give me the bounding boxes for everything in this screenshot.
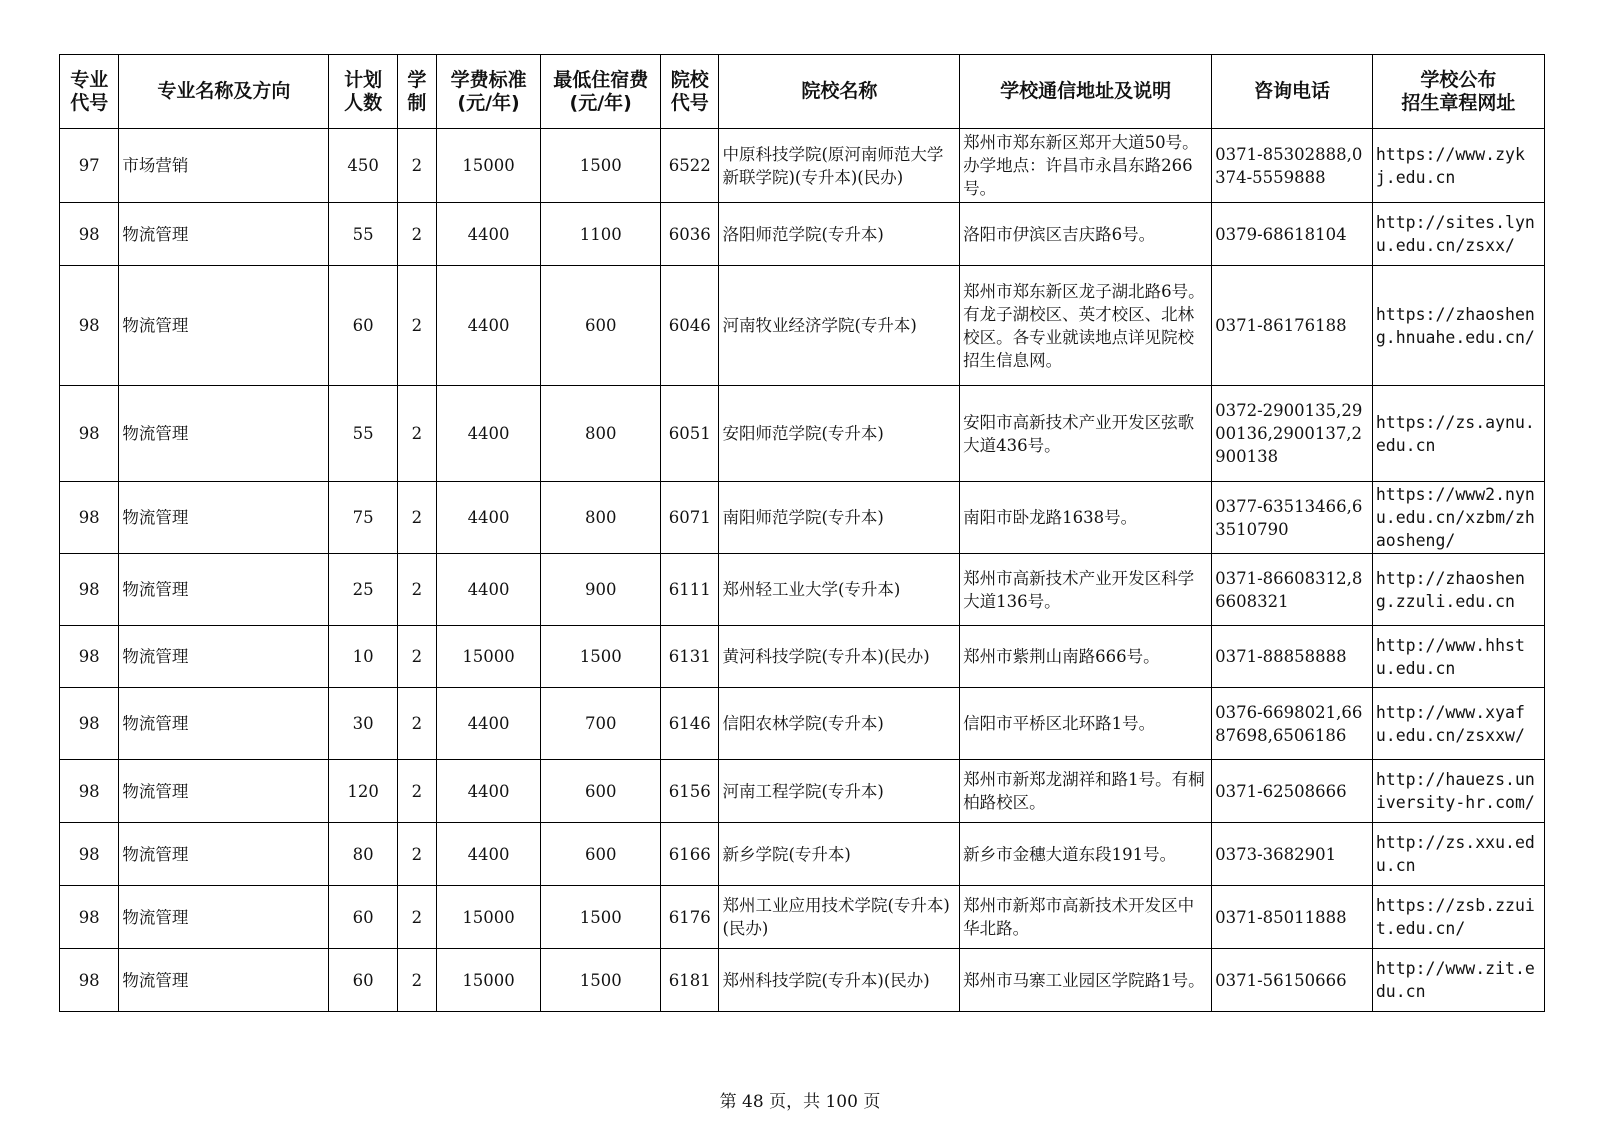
cell-major-code: 98 <box>60 554 119 626</box>
cell-major-code: 98 <box>60 266 119 386</box>
cell-dorm-fee: 800 <box>541 482 661 554</box>
cell-tuition: 4400 <box>436 203 540 266</box>
cell-major-code: 98 <box>60 823 119 886</box>
cell-tuition: 4400 <box>436 482 540 554</box>
cell-plan-count: 60 <box>329 266 398 386</box>
table-row <box>60 760 1545 823</box>
cell-school-name: 中原科技学院(原河南师范大学新联学院)(专升本)(民办) <box>719 129 960 203</box>
col-header-dorm-fee: 最低住宿费 (元/年) <box>541 55 661 129</box>
cell-school-code: 6046 <box>661 266 719 386</box>
cell-years: 2 <box>397 760 436 823</box>
cell-major-name: 物流管理 <box>119 760 329 823</box>
cell-school-code: 6051 <box>661 386 719 482</box>
cell-address: 南阳市卧龙路1638号。 <box>960 482 1212 554</box>
cell-dorm-fee: 600 <box>541 760 661 823</box>
cell-major-code: 98 <box>60 688 119 760</box>
cell-years: 2 <box>397 203 436 266</box>
cell-school-name: 郑州轻工业大学(专升本) <box>719 554 960 626</box>
cell-major-name: 物流管理 <box>119 482 329 554</box>
cell-years: 2 <box>397 554 436 626</box>
col-header-major-code: 专业 代号 <box>60 55 119 129</box>
cell-plan-count: 80 <box>329 823 398 886</box>
cell-address: 安阳市高新技术产业开发区弦歌大道436号。 <box>960 386 1212 482</box>
cell-school-code: 6166 <box>661 823 719 886</box>
cell-major-code: 98 <box>60 760 119 823</box>
cell-phone: 0371-62508666 <box>1212 760 1373 823</box>
cell-plan-count: 10 <box>329 626 398 688</box>
cell-years: 2 <box>397 266 436 386</box>
cell-major-name: 物流管理 <box>119 386 329 482</box>
cell-major-name: 物流管理 <box>119 886 329 949</box>
cell-address: 郑州市紫荆山南路666号。 <box>960 626 1212 688</box>
table-row <box>60 203 1545 266</box>
cell-years: 2 <box>397 386 436 482</box>
cell-url[interactable]: http://www.zit.edu.cn <box>1372 949 1544 1012</box>
cell-tuition: 4400 <box>436 823 540 886</box>
cell-plan-count: 60 <box>329 949 398 1012</box>
cell-school-code: 6036 <box>661 203 719 266</box>
cell-major-name: 物流管理 <box>119 949 329 1012</box>
cell-major-name: 物流管理 <box>119 626 329 688</box>
cell-school-name: 黄河科技学院(专升本)(民办) <box>719 626 960 688</box>
cell-school-code: 6131 <box>661 626 719 688</box>
cell-address: 郑州市郑东新区郑开大道50号。办学地点：许昌市永昌东路266号。 <box>960 129 1212 203</box>
cell-plan-count: 75 <box>329 482 398 554</box>
cell-address: 郑州市新郑龙湖祥和路1号。有桐柏路校区。 <box>960 760 1212 823</box>
cell-url[interactable]: https://www2.nynu.edu.cn/xzbm/zhaosheng/ <box>1372 482 1544 554</box>
cell-url[interactable]: http://sites.lynu.edu.cn/zsxx/ <box>1372 203 1544 266</box>
cell-plan-count: 25 <box>329 554 398 626</box>
table-header-row <box>60 55 1545 129</box>
cell-school-code: 6071 <box>661 482 719 554</box>
col-header-plan-count: 计划 人数 <box>329 55 398 129</box>
cell-tuition: 15000 <box>436 949 540 1012</box>
cell-school-code: 6146 <box>661 688 719 760</box>
cell-phone: 0373-3682901 <box>1212 823 1373 886</box>
cell-phone: 0371-86608312,86608321 <box>1212 554 1373 626</box>
table-row <box>60 386 1545 482</box>
col-header-url: 学校公布 招生章程网址 <box>1372 55 1544 129</box>
cell-plan-count: 60 <box>329 886 398 949</box>
cell-school-name: 郑州工业应用技术学院(专升本)(民办) <box>719 886 960 949</box>
cell-url[interactable]: http://zhaosheng.zzuli.edu.cn <box>1372 554 1544 626</box>
cell-major-code: 98 <box>60 886 119 949</box>
cell-url[interactable]: http://zs.xxu.edu.cn <box>1372 823 1544 886</box>
cell-tuition: 4400 <box>436 688 540 760</box>
cell-years: 2 <box>397 886 436 949</box>
col-header-address: 学校通信地址及说明 <box>960 55 1212 129</box>
col-header-school-name: 院校名称 <box>719 55 960 129</box>
cell-address: 信阳市平桥区北环路1号。 <box>960 688 1212 760</box>
cell-plan-count: 120 <box>329 760 398 823</box>
cell-plan-count: 450 <box>329 129 398 203</box>
cell-major-name: 市场营销 <box>119 129 329 203</box>
cell-dorm-fee: 1100 <box>541 203 661 266</box>
cell-school-code: 6522 <box>661 129 719 203</box>
table-row <box>60 823 1545 886</box>
cell-school-name: 南阳师范学院(专升本) <box>719 482 960 554</box>
cell-tuition: 4400 <box>436 386 540 482</box>
cell-address: 洛阳市伊滨区吉庆路6号。 <box>960 203 1212 266</box>
cell-years: 2 <box>397 626 436 688</box>
cell-major-name: 物流管理 <box>119 203 329 266</box>
cell-school-code: 6181 <box>661 949 719 1012</box>
cell-dorm-fee: 700 <box>541 688 661 760</box>
cell-url[interactable]: https://zhaosheng.hnuahe.edu.cn/ <box>1372 266 1544 386</box>
cell-dorm-fee: 600 <box>541 823 661 886</box>
cell-school-name: 新乡学院(专升本) <box>719 823 960 886</box>
cell-address: 新乡市金穗大道东段191号。 <box>960 823 1212 886</box>
admissions-table <box>59 54 1545 1012</box>
cell-dorm-fee: 600 <box>541 266 661 386</box>
cell-tuition: 4400 <box>436 554 540 626</box>
table-row <box>60 949 1545 1012</box>
cell-plan-count: 55 <box>329 203 398 266</box>
table-row <box>60 626 1545 688</box>
cell-school-name: 河南工程学院(专升本) <box>719 760 960 823</box>
cell-url[interactable]: https://www.zykj.edu.cn <box>1372 129 1544 203</box>
cell-major-name: 物流管理 <box>119 688 329 760</box>
cell-years: 2 <box>397 688 436 760</box>
cell-phone: 0376-6698021,6687698,6506186 <box>1212 688 1373 760</box>
cell-address: 郑州市新郑市高新技术开发区中华北路。 <box>960 886 1212 949</box>
cell-years: 2 <box>397 482 436 554</box>
cell-phone: 0371-85302888,0374-5559888 <box>1212 129 1373 203</box>
cell-major-name: 物流管理 <box>119 554 329 626</box>
cell-plan-count: 30 <box>329 688 398 760</box>
cell-school-code: 6111 <box>661 554 719 626</box>
cell-school-code: 6156 <box>661 760 719 823</box>
cell-school-name: 信阳农林学院(专升本) <box>719 688 960 760</box>
cell-phone: 0371-88858888 <box>1212 626 1373 688</box>
cell-plan-count: 55 <box>329 386 398 482</box>
cell-address: 郑州市郑东新区龙子湖北路6号。有龙子湖校区、英才校区、北林校区。各专业就读地点详见院校招生信息网。 <box>960 266 1212 386</box>
cell-major-code: 98 <box>60 203 119 266</box>
cell-major-code: 97 <box>60 129 119 203</box>
cell-phone: 0372-2900135,2900136,2900137,2900138 <box>1212 386 1373 482</box>
cell-tuition: 4400 <box>436 266 540 386</box>
cell-major-code: 98 <box>60 386 119 482</box>
cell-years: 2 <box>397 949 436 1012</box>
table-row <box>60 688 1545 760</box>
cell-years: 2 <box>397 823 436 886</box>
cell-school-name: 郑州科技学院(专升本)(民办) <box>719 949 960 1012</box>
cell-tuition: 15000 <box>436 886 540 949</box>
cell-major-code: 98 <box>60 626 119 688</box>
cell-school-name: 安阳师范学院(专升本) <box>719 386 960 482</box>
col-header-phone: 咨询电话 <box>1212 55 1373 129</box>
cell-tuition: 15000 <box>436 626 540 688</box>
col-header-major-name: 专业名称及方向 <box>119 55 329 129</box>
cell-school-code: 6176 <box>661 886 719 949</box>
page-footer: 第 48 页，共 100 页 <box>719 1092 881 1112</box>
cell-dorm-fee: 1500 <box>541 129 661 203</box>
cell-phone: 0371-56150666 <box>1212 949 1373 1012</box>
cell-url[interactable]: https://zs.aynu.edu.cn <box>1372 386 1544 482</box>
table-row <box>60 482 1545 554</box>
table-body <box>60 129 1545 1012</box>
cell-phone: 0371-86176188 <box>1212 266 1373 386</box>
cell-years: 2 <box>397 129 436 203</box>
col-header-years: 学 制 <box>397 55 436 129</box>
cell-dorm-fee: 1500 <box>541 949 661 1012</box>
cell-major-name: 物流管理 <box>119 823 329 886</box>
table-row <box>60 886 1545 949</box>
cell-url[interactable]: http://www.hhstu.edu.cn <box>1372 626 1544 688</box>
cell-dorm-fee: 900 <box>541 554 661 626</box>
cell-dorm-fee: 1500 <box>541 626 661 688</box>
table-row <box>60 554 1545 626</box>
cell-url[interactable]: http://www.xyafu.edu.cn/zsxxw/ <box>1372 688 1544 760</box>
cell-url[interactable]: http://hauezs.university-hr.com/ <box>1372 760 1544 823</box>
cell-url[interactable]: https://zsb.zzuit.edu.cn/ <box>1372 886 1544 949</box>
col-header-tuition: 学费标准 (元/年) <box>436 55 540 129</box>
cell-dorm-fee: 1500 <box>541 886 661 949</box>
cell-phone: 0371-85011888 <box>1212 886 1373 949</box>
cell-phone: 0377-63513466,63510790 <box>1212 482 1373 554</box>
col-header-school-code: 院校 代号 <box>661 55 719 129</box>
cell-dorm-fee: 800 <box>541 386 661 482</box>
cell-school-name: 河南牧业经济学院(专升本) <box>719 266 960 386</box>
cell-major-name: 物流管理 <box>119 266 329 386</box>
cell-tuition: 15000 <box>436 129 540 203</box>
cell-major-code: 98 <box>60 949 119 1012</box>
cell-tuition: 4400 <box>436 760 540 823</box>
cell-school-name: 洛阳师范学院(专升本) <box>719 203 960 266</box>
table-row <box>60 129 1545 203</box>
table-row <box>60 266 1545 386</box>
cell-phone: 0379-68618104 <box>1212 203 1373 266</box>
cell-address: 郑州市马寨工业园区学院路1号。 <box>960 949 1212 1012</box>
cell-major-code: 98 <box>60 482 119 554</box>
cell-address: 郑州市高新技术产业开发区科学大道136号。 <box>960 554 1212 626</box>
